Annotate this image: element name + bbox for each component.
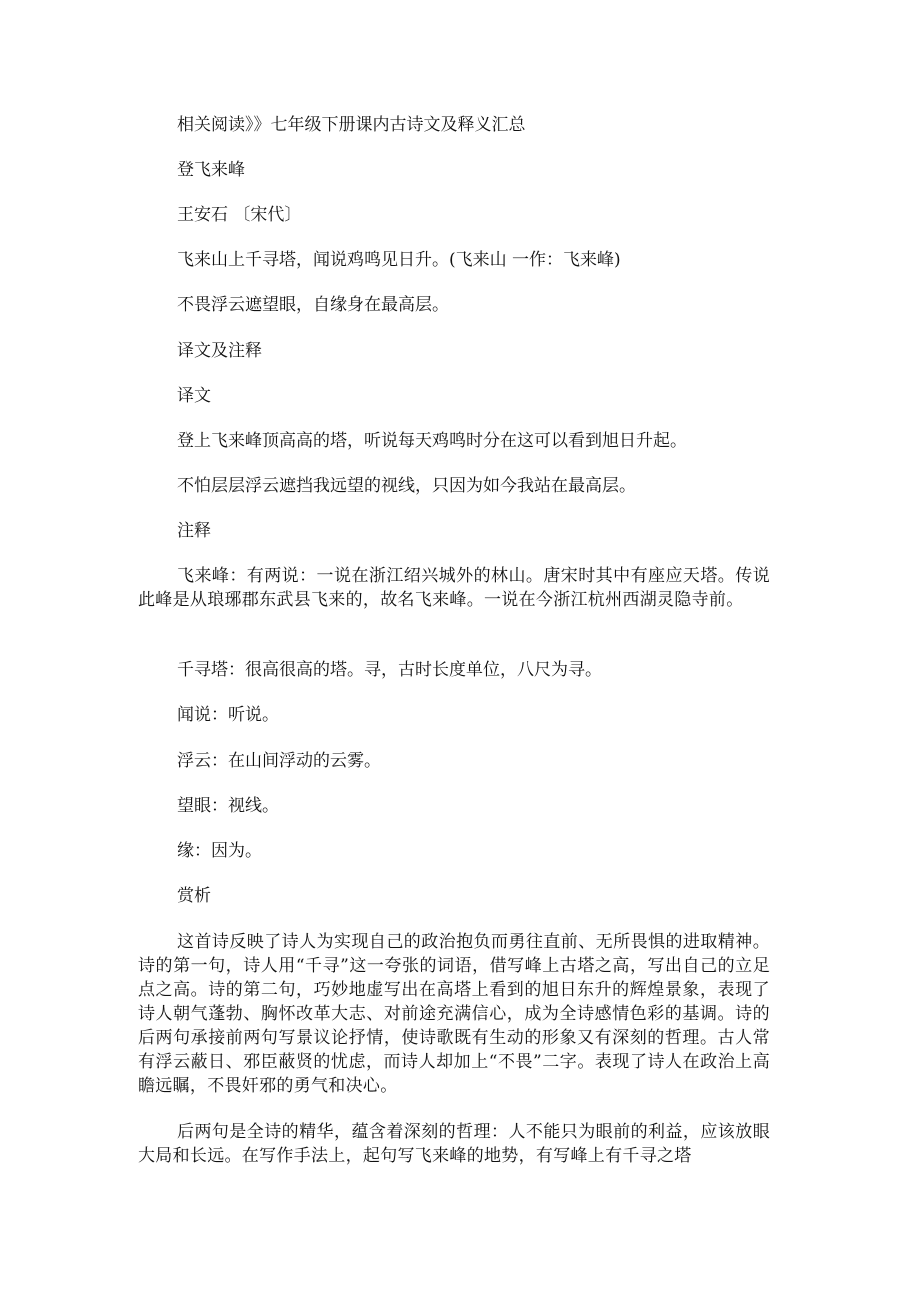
author-line: 王安石 〔宋代〕 — [177, 205, 302, 225]
note-wangyan: 望眼：视线。 — [177, 796, 279, 816]
poem-title: 登飞来峰 — [177, 160, 245, 180]
note-feilaifeng: 飞来峰：有两说：一说在浙江绍兴城外的林山。唐宋时其中有座应天塔。传说此峰是从琅琊郡东武县飞来的，故名飞来峰。一说在今浙江杭州西湖灵隐寺前。 — [138, 566, 770, 610]
note-qianxunta: 千寻塔：很高很高的塔。寻，古时长度单位，八尺为寻。 — [177, 660, 602, 680]
translation-line-1: 登上飞来峰顶高高的塔，听说每天鸡鸣时分在这可以看到旭日升起。 — [177, 431, 687, 451]
note-yuan: 缘：因为。 — [177, 841, 262, 861]
section-heading-appreciation: 赏析 — [177, 886, 211, 906]
appreciation-paragraph-1: 这首诗反映了诗人为实现自己的政治抱负而勇往直前、无所畏惧的进取精神。诗的第一句，诗人用“千寻”这一夸张的词语，借写峰上古塔之高，写出自己的立足点之高。诗的第二句，巧妙地虚写出在高塔上看到的旭日东升的辉煌景象，表现了诗人朝气蓬勃、胸怀改革大志、对前途充满信心，成为全诗感情色彩的基调。诗的后两句承接前两句写景议论抒情，使诗歌既有生动的形象又有深刻的哲理。古人常有浮云蔽日、邪臣蔽贤的忧虑，而诗人却加上“不畏”二字。表现了诗人在政治上高瞻远瞩，不畏奸邪的勇气和决心。 — [138, 932, 770, 1096]
translation-line-2: 不怕层层浮云遮挡我远望的视线，只因为如今我站在最高层。 — [177, 476, 636, 496]
poem-line-2: 不畏浮云遮望眼，自缘身在最高层。 — [177, 295, 449, 315]
section-heading-notes: 注释 — [177, 521, 211, 541]
document-title: 相关阅读》》七年级下册课内古诗文及释义汇总 — [177, 115, 526, 135]
appreciation-paragraph-2: 后两句是全诗的精华，蕴含着深刻的哲理：人不能只为眼前的利益，应该放眼大局和长远。在写作手法上，起句写飞来峰的地势，有写峰上有千寻之塔 — [138, 1122, 770, 1166]
note-wenshuo: 闻说：听说。 — [177, 705, 279, 725]
note-fuyun: 浮云：在山间浮动的云雾。 — [177, 751, 381, 771]
section-heading-translation-notes: 译文及注释 — [177, 341, 262, 361]
poem-line-1: 飞来山上千寻塔，闻说鸡鸣见日升。(飞来山 一作：飞来峰) — [177, 250, 621, 270]
section-heading-translation: 译文 — [177, 386, 211, 406]
